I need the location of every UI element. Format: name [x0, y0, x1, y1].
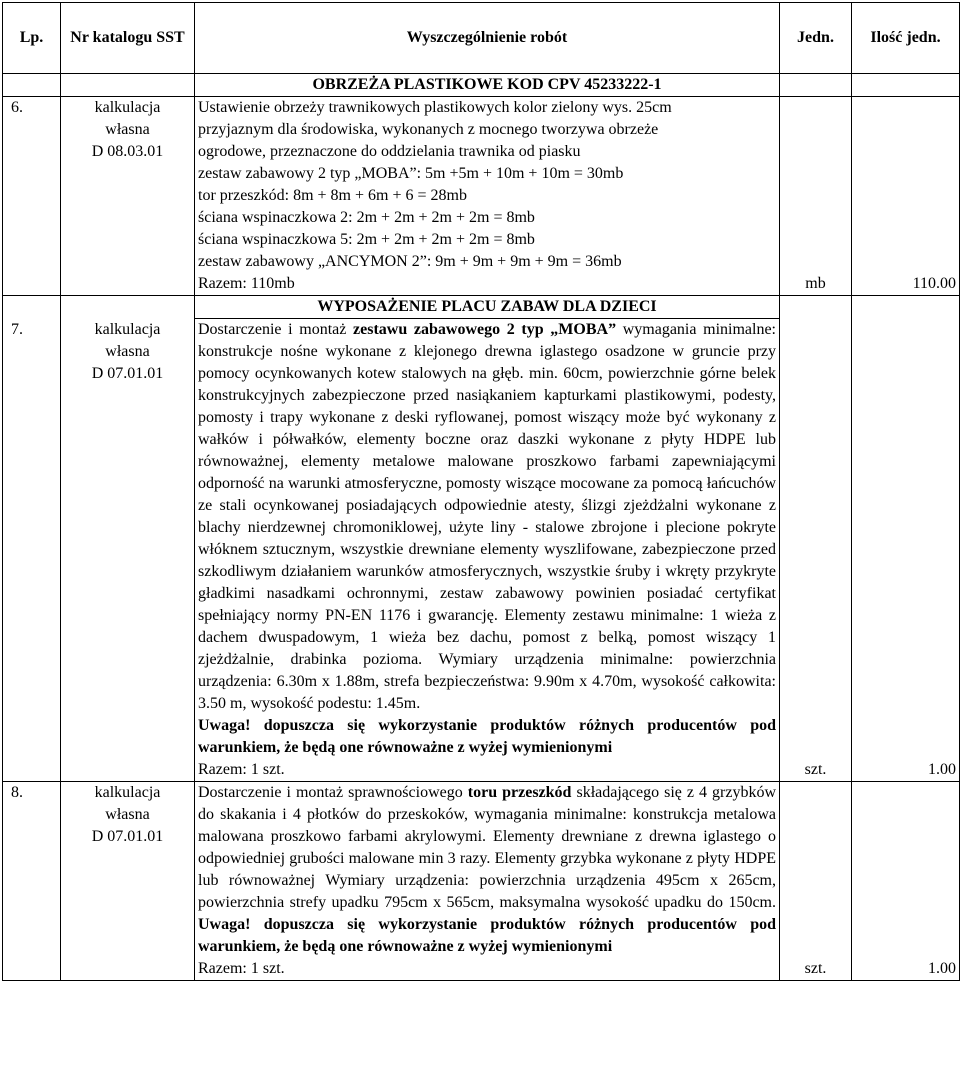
table-header-row — [3, 3, 960, 74]
header-lp: Lp. — [3, 3, 61, 74]
item-qty: 110.00 — [852, 97, 960, 296]
section-row — [3, 296, 960, 319]
item-unit: szt. — [780, 319, 852, 782]
catalog-ref: kalkulacja własna D 07.01.01 — [61, 782, 195, 981]
item-number: 7. — [3, 319, 61, 782]
catalog-ref: kalkulacja własna D 08.03.01 — [61, 97, 195, 296]
cost-table — [2, 2, 960, 981]
item-description: Ustawienie obrzeży trawnikowych plastikowych kolor zielony wys. 25cm przyjaznym dla środowiska, wykonanych z mocnego tworzywa obrzeże ogrodowe, przeznaczone do oddzielania trawnika od piasku zestaw zabawowy 2 typ „MOBA”: 5m +5m + 10m + 10m = 30mb tor przeszkód: 8m + 8m + 6m + 6 = 28mb ściana wspinaczkowa 2: 2m + 2m + 2m + 2m = 8mb ściana wspinaczkowa 5: 2m + 2m + 2m + 2m = 8mb zestaw zabawowy „ANCYMON 2”: 9m + 9m + 9m + 9m = 36mb Razem: 110mb — [195, 97, 780, 296]
item-description: Dostarczenie i montaż zestawu zabawowego 2 typ „MOBA” wymagania minimalne: konstrukcje nośne wykonane z klejonego drewna iglastego osadzone w gruncie przy pomocy ocynkowanych kotew stalowych na głęb. min. 60cm, powierzchnie górne belek konstrukcyjnych zabezpieczone przed nasiąkaniem kapturkami plastikowymi, podesty, pomosty i trapy wykonane z deski ryflowanej, pomost wiszący może być wykonany z wałków i półwałków, elementy boczne oraz daszki wykonane z płyty HDPE lub równoważnej, elementy metalowe malowane proszkowo farbami zapewniającymi odporność na warunki atmosferyczne, pomosty wiszące mocowane za pomocą łańcuchów ze stali ocynkowanej posiadających odpowiednie atesty, ślizgi zjeżdżalni wykonane z blachy nierdzewnej chromoniklowej, użyte liny - stalowe zbrojone i plecione pokryte włóknem sztucznym, wszystkie drewniane elementy wyszlifowane, zabezpieczone przed szkodliwym działaniem warunków atmosferycznych, wszystkie śruby i wkręty przykryte gładkimi nasadkami ochronnymi, zestaw zabawowy powinien posiadać certyfikat spełniający normy PN-EN 1176 i gwarancję. Elementy zestawu minimalne: 1 wieża z dachem dwuspadowym, 1 wieża bez dachu, pomost z belką, pomost wiszący 1 zjeżdżalnie, drabinka pozioma. Wymiary urządzenia minimalne: powierzchnia urządzenia: 6.30m x 1.88m, strefa bezpieczeństwa: 9.90m x 4.70m, wysokość całkowita: 3.50 m, wysokość podestu: 1.45m. Uwaga! dopuszcza się wykorzystanie produktów różnych producentów pod warunkiem, że będą one równoważne z wyżej wymienionymi Razem: 1 szt. — [195, 319, 780, 782]
item-unit: mb — [780, 97, 852, 296]
section-title: OBRZEŻA PLASTIKOWE KOD CPV 45233222-1 — [195, 74, 780, 97]
item-qty: 1.00 — [852, 782, 960, 981]
item-number: 8. — [3, 782, 61, 981]
item-total: Razem: 1 szt. — [198, 761, 285, 778]
catalog-ref: kalkulacja własna D 07.01.01 — [61, 319, 195, 782]
item-total: Razem: 1 szt. — [198, 960, 285, 977]
header-spec: Wyszczególnienie robót — [195, 3, 780, 74]
table-row — [3, 319, 960, 782]
item-number: 6. — [3, 97, 61, 296]
table-row — [3, 782, 960, 981]
item-unit: szt. — [780, 782, 852, 981]
header-qty: Ilość jedn. — [852, 3, 960, 74]
header-unit: Jedn. — [780, 3, 852, 74]
header-catalog: Nr katalogu SST — [61, 3, 195, 74]
table-row — [3, 97, 960, 296]
section-row — [3, 74, 960, 97]
item-qty: 1.00 — [852, 319, 960, 782]
item-total: Razem: 110mb — [198, 275, 295, 292]
section-title: WYPOSAŻENIE PLACU ZABAW DLA DZIECI — [195, 296, 780, 319]
item-description: Dostarczenie i montaż sprawnościowego toru przeszkód składającego się z 4 grzybków do skakania i 4 płotków do przeskoków, wymagania minimalne: konstrukcja metalowa malowana proszkowo farbami akrylowymi. Elementy drewniane z drewna iglastego o odpowiedniej grubości malowane min 3 razy. Elementy grzybka wykonane z płyty HDPE lub równoważnej Wymiary urządzenia: powierzchnia urządzenia 495cm x 265cm, powierzchnia strefy upadku 795cm x 565cm, maksymalna wysokość upadku do 150cm. Uwaga! dopuszcza się wykorzystanie produktów różnych producentów pod warunkiem, że będą one równoważne z wyżej wymienionymi Razem: 1 szt. — [195, 782, 780, 981]
